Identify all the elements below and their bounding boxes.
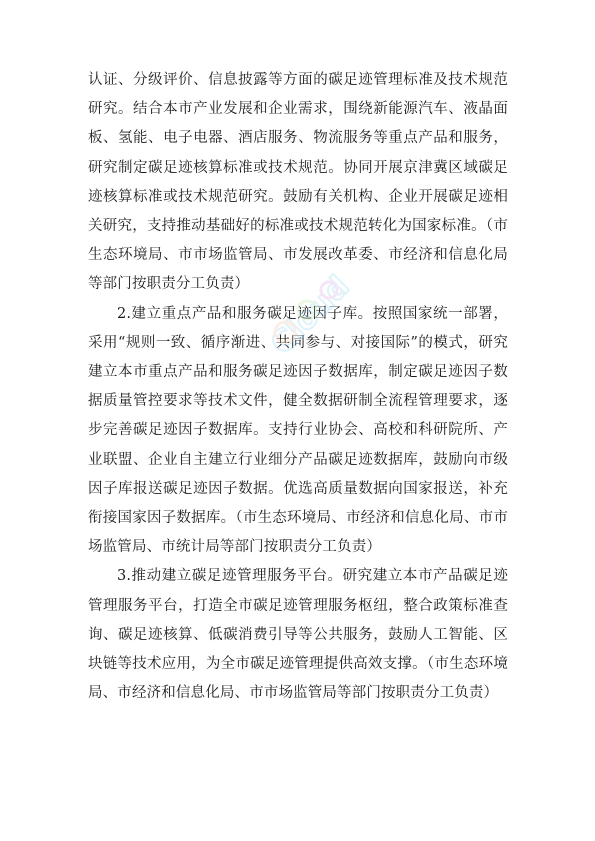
paragraph-service-platform: 3.推动建立碳足迹管理服务平台。研究建立本市产品碳足迹管理服务平台，打造全市碳足迹管理服务枢纽，整合政策标准查询、碳足迹核算、低碳消费引导等公共服务，鼓励人工智能、区块链等技术应用，为全市碳足迹管理提供高效支撑。（市生态环境局、市经济和信息化局、市市场监管局等部门按职责分工负责） — [88, 568, 508, 702]
paragraph-factor-database: 2.建立重点产品和服务碳足迹因子库。按照国家统一部署，采用“规则一致、循序渐进、共同参与、对接国际”的模式，研究建立本市重点产品和服务碳足迹因子数据库，制定碳足迹因子数据质量管控要求等技术文件，健全数据研制全流程管理要求，逐步完善碳足迹因子数据库。支持行业协会、高校和科研院所、产业联盟、企业自主建立行业细分产品碳足迹数据库，鼓励向市级因子库报送碳足迹因子数据。优选高质量数据向国家报送，补充衔接国家因子数据库。（市生态环境局、市经济和信息化局、市市场监管局、市统计局等部门按职责分工负责） — [88, 305, 508, 556]
paragraph-standards-research: 认证、分级评价、信息披露等方面的碳足迹管理标准及技术规范研究。结合本市产业发展和企业需求，围绕新能源汽车、液晶面板、氢能、电子电器、酒店服务、物流服务等重点产品和服务，研究制定碳足迹核算标准或技术规范。协同开展京津冀区域碳足迹核算标准或技术规范研究。鼓励有关机构、企业开展碳足迹相关研究，支持推动基础好的标准或技术规范转化为国家标准。（市生态环境局、市市场监管局、市发展改革委、市经济和信息化局等部门按职责分工负责） — [88, 72, 508, 293]
document-body — [88, 66, 508, 708]
svg-text:Cloud: Cloud — [264, 269, 357, 362]
